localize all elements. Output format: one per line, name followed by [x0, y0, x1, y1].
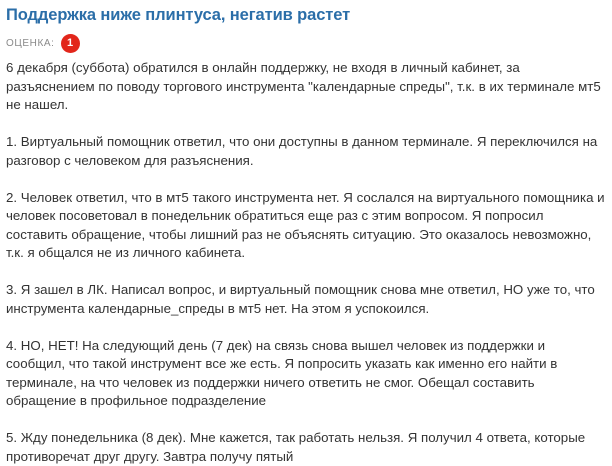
review-paragraph-1: 1. Виртуальный помощник ответил, что они доступны в данном терминале. Я переключился на разговор с человеком для разъяснения. — [6, 134, 598, 168]
rating-label: ОЦЕНКА: — [6, 37, 55, 49]
rating-row — [6, 33, 606, 53]
review-paragraph-2: 2. Человек ответил, что в мт5 такого инструмента нет. Я сослался на виртуального помощника и человек посоветовал в понедельник обратиться еще раз с этим вопросом. Я попросил составить обращение, чтобы лишний раз не объяснять ситуацию. Это оказалось невозможно, т.к. я общался не из личного кабинета. — [6, 189, 605, 260]
rating-badge: 1 — [61, 34, 80, 53]
review-paragraph-4: 4. НО, НЕТ! На следующий день (7 дек) на связь снова вышел человек из поддержки и сообщил, что такой инструмент все же есть. Я попросить указать как именно его найти в терминале, на что человек из поддержки ничего ответить не смог. Обещал составить обращение в профильное подразделение — [6, 337, 558, 408]
review-paragraph-intro: 6 декабря (суббота) обратился в онлайн поддержку, не входя в личный кабинет, за разъяснением по поводу торгового инструмента "календарные спреды", т.к. в их терминале мт5 не нашел. — [6, 60, 601, 112]
review-paragraph-5: 5. Жду понедельника (8 дек). Мне кажется, так работать нельзя. Я получил 4 ответа, которые противоречат друг другу. Завтра получу пятый — [6, 430, 586, 464]
review-title[interactable]: Поддержка ниже плинтуса, негатив растет — [6, 6, 351, 24]
review-body — [6, 59, 606, 466]
review-paragraph-3: 3. Я зашел в ЛК. Написал вопрос, и виртуальный помощник снова мне ответил, НО уже то, что инструмента календарные_спреды в мт5 нет. На этом я успокоился. — [6, 282, 595, 316]
